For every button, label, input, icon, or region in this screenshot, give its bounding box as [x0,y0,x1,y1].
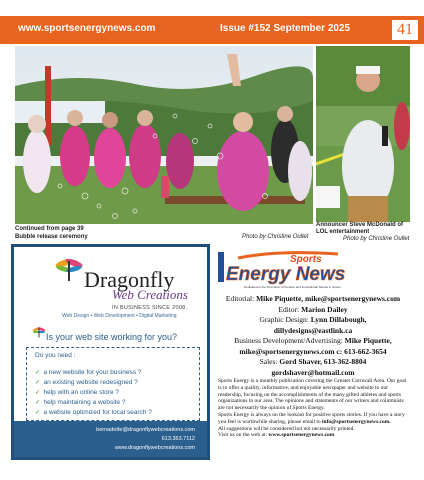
check-icon: ✓ [35,379,41,386]
masthead-word1: Sports [290,254,322,265]
ad-needs-box [26,347,200,421]
page-header [0,16,424,44]
business-line: Business Development/Advertising: Mike Piquette, [234,336,392,345]
submission-paragraph: Sports Energy is always on the lookout for positive sports stories. If you have a story you feel is worthwhile sharing, please email to info@sportsenergynews.com. [218,411,405,425]
photo1-caption-title: Continued from page 39 [15,226,84,232]
ad-question: Is your web site working for you? [46,332,178,342]
sales-line: Sales: Gord Shaver, 613-362-8804 [259,357,367,366]
issue-label: Issue #152 September 2025 [220,23,351,34]
ad-need-item: ✓ a website optimized for local search ? [35,409,152,416]
graphic-line: Graphic Design: Lynn Dillabough, [259,315,367,324]
mission-paragraph: Sports Energy is a monthly publication covering the Greater Cornwall Area. Our goal is to offer a quality, informative, and enjoyable newspaper and website to our readership, focusing on the accomplishments of the many gifted athletes and sports organizations in our area. The opinions and statements of our writers and columnists are not necessarily the opinion of Sports Energy. [218,378,407,412]
sales-email[interactable]: gordshaver@hotmail.com [271,367,355,377]
ad-brand-name: Dragonfly [84,267,175,292]
masthead-word2: Energy News [226,264,346,285]
sports-energy-masthead [218,250,406,290]
announcer-photo [316,46,410,222]
photo1-caption-sub: Bubble release ceremony [15,234,88,240]
page-number: 41 [390,18,420,42]
ad-need-item: ✓ help with an online store ? [35,389,119,396]
ad-brand-sub: Web Creations [112,287,188,302]
site-url[interactable]: www.sportsenergynews.com [18,23,156,34]
photo2-caption-title: Announcer Steve McDonald of [316,222,404,228]
photo2-caption-sub: LOL entertainment [316,229,370,235]
ad-need-item: ✓ a new website for your business ? [35,369,142,376]
photo1-credit: Photo by Christine Oullet [242,234,309,240]
check-icon: ✓ [35,389,41,396]
check-icon: ✓ [35,399,41,406]
ad-services: Web Design • Web Development • Digital Marketing [62,313,177,319]
photo2-credit: Photo by Christine Oullet [343,236,410,242]
graphic-email[interactable]: dillydesigns@eastlink.ca [273,325,353,335]
dragonfly-logo-icon [54,255,84,283]
editorial-line: Editorial: Mike Piquette, mike@sportsenergynews.com [225,294,401,303]
dragonfly-ad[interactable] [11,244,210,460]
website-paragraph: Visit us on the web at: www.sportsenergynews.com [218,432,335,439]
ad-website[interactable]: www.dragonflywebcreations.com [114,445,195,451]
business-contact[interactable]: mike@sportsenergynews.com c: 613-662-3654 [239,346,387,356]
ad-need-item: ✓ help maintaining a website ? [35,399,126,406]
dragonfly-small-icon [32,325,46,339]
check-icon: ✓ [35,369,41,376]
staff-info [218,294,408,439]
editor-line: Editor: Marion Dailey [278,304,348,314]
masthead-tagline: Dedicated to the Promotion of Positive and Inspirational Stories in Sports [244,285,341,289]
ad-phone[interactable]: 613.363.7112 [161,436,195,442]
ad-needs-title: Do you need : [35,352,76,359]
suggestion-paragraph: All suggestions will be considered but not necessarily printed. [218,425,355,432]
ad-since: IN BUSINESS SINCE 2008. [112,305,188,311]
ad-email[interactable]: bernadette@dragonflywebcreations.com [96,427,195,433]
bubble-ceremony-photo [15,46,313,224]
check-icon: ✓ [35,409,41,416]
ad-contact-footer [14,421,207,457]
ad-need-item: ✓ an existing website redesigned ? [35,379,138,386]
